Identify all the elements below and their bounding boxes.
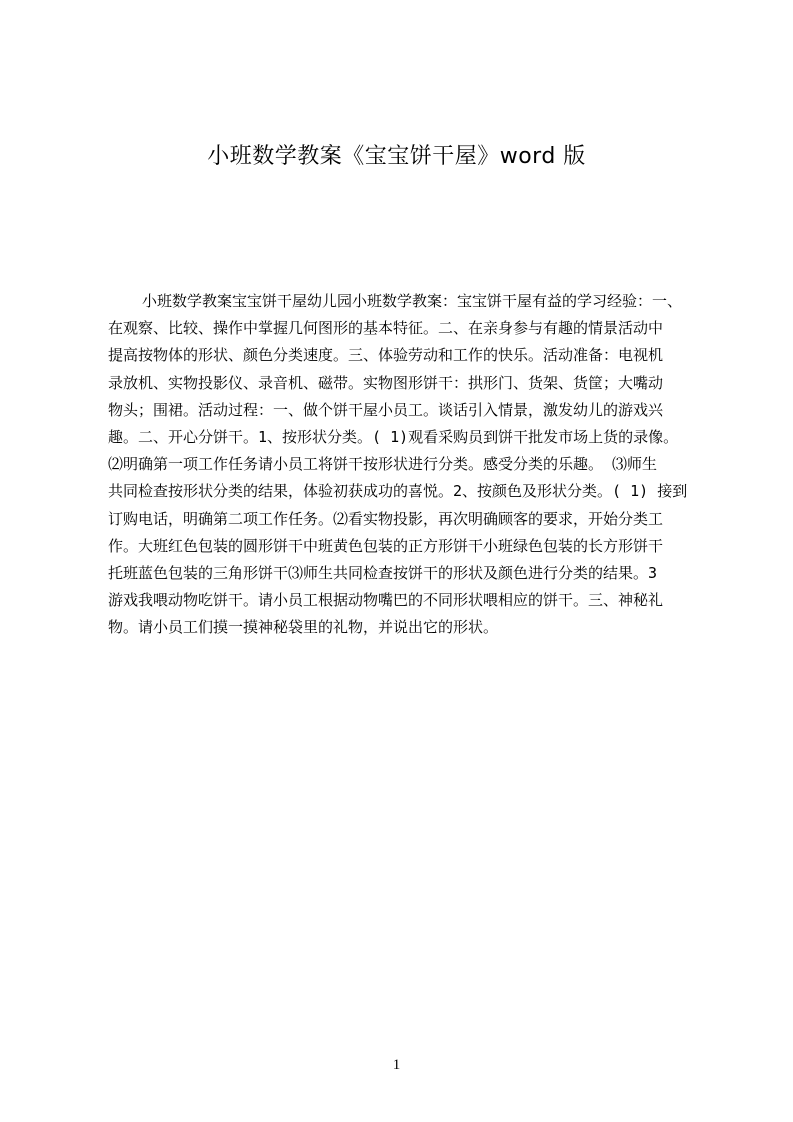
page-number: 1 xyxy=(392,1057,401,1073)
paragraph-line xyxy=(108,288,698,315)
paragraph-line: 录放机、实物投影仪、录音机、磁带。实物图形饼干：拱形门、货架、货筐；大嘴动 xyxy=(108,373,664,392)
paragraph-line: 订购电话，明确第二项工作任务。⑵看实物投影，再次明确顾客的要求，开始分类工 xyxy=(108,509,664,528)
paragraph-line: 共同检查按形状分类的结果，体验初获成功的喜悦。2、按颜色及形状分类。( 1) 接到 xyxy=(108,482,688,501)
paragraph-line: 作。大班红色包装的圆形饼干中班黄色包装的正方形饼干小班绿色包装的长方形饼干 xyxy=(108,536,664,555)
paragraph-line: 在观察、比较、操作中掌握几何图形的基本特征。二、在亲身参与有趣的情景活动中 xyxy=(108,319,664,338)
body-paragraph xyxy=(108,288,698,641)
paragraph-line: 托班蓝色包装的三角形饼干⑶师生共同检查按饼干的形状及颜色进行分类的结果。3 xyxy=(108,563,658,582)
paragraph-line: 物。请小员工们摸一摸神秘袋里的礼物，并说出它的形状。 xyxy=(108,618,499,637)
paragraph-line-text: 小班数学教案宝宝饼干屋幼儿园小班数学教案：宝宝饼干屋有益的学习经验：一、 xyxy=(142,292,683,310)
paragraph-line: ⑵明确第一项工作任务请小员工将饼干按形状进行分类。感受分类的乐趣。 ⑶师生 xyxy=(108,455,658,474)
paragraph-line: 游戏我喂动物吃饼干。请小员工根据动物嘴巴的不同形状喂相应的饼干。三、神秘礼 xyxy=(108,591,664,610)
paragraph-line: 趣。二、开心分饼干。1、按形状分类。( 1)观看采购员到饼干批发市场上货的录像。 xyxy=(108,427,679,446)
paragraph-line: 物头；围裙。活动过程：一、做个饼干屋小员工。谈话引入情景，激发幼儿的游戏兴 xyxy=(108,400,664,419)
page-title: 小班数学教案《宝宝饼干屋》word 版 xyxy=(207,144,586,169)
paragraph-line: 提高按物体的形状、颜色分类速度。三、体验劳动和工作的快乐。活动准备：电视机 xyxy=(108,346,664,365)
